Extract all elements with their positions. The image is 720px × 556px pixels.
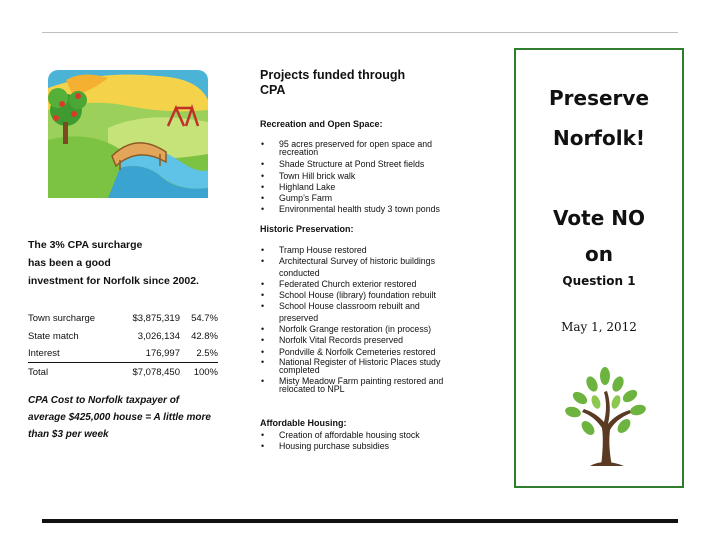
historic-list	[260, 245, 455, 397]
funding-amount: $3,875,319	[132, 312, 180, 324]
funding-label: State match	[28, 330, 79, 342]
panel-vote-line: Vote NO	[553, 206, 645, 230]
funding-percent: 100%	[193, 366, 218, 378]
funding-percent: 42.8%	[191, 330, 218, 342]
vote-panel	[514, 48, 684, 488]
funding-row	[28, 309, 218, 327]
funding-row	[28, 345, 218, 363]
park-landscape-illustration	[48, 70, 208, 198]
cost-note-line: CPA Cost to Norfolk taxpayer of	[28, 395, 180, 406]
intro-line: has been a good	[28, 257, 111, 269]
panel-headline: Preserve	[548, 86, 650, 110]
list-item: • Federated Church exterior restored	[261, 278, 417, 289]
panel-headline: Norfolk!	[552, 126, 646, 150]
list-item: • Architectural Survey of historic buildings conducted	[261, 256, 435, 278]
housing-list	[260, 430, 455, 453]
cost-note-line: than $3 per week	[28, 429, 109, 440]
funding-percent: 2.5%	[196, 348, 218, 359]
funding-amount: 176,997	[145, 348, 180, 359]
list-item: • Misty Meadow Farm painting restored and relocated to NPL	[261, 376, 444, 395]
funding-percent: 54.7%	[191, 312, 218, 324]
funding-amount: $7,078,450	[132, 366, 180, 378]
list-item: • Town Hill brick walk	[261, 170, 356, 181]
intro-line: The 3% CPA surcharge	[28, 239, 143, 251]
list-item: • Creation of affordable housing stock	[261, 430, 420, 440]
cpa-intro	[28, 236, 228, 290]
intro-line: investment for Norfolk since 2002.	[28, 275, 199, 287]
funding-label: Interest	[28, 348, 60, 359]
list-item: • Tramp House restored	[261, 245, 367, 255]
cost-note-line: average $425,000 house = A little more	[28, 412, 211, 423]
list-item: • 95 acres preserved for open space and recreation	[261, 139, 433, 157]
recreation-heading: Recreation and Open Space:	[260, 119, 383, 129]
panel-question: Question 1	[562, 274, 636, 288]
list-item: • Shade Structure at Pond Street fields	[261, 159, 425, 170]
list-item: • Housing purchase subsidies	[261, 441, 390, 452]
list-item: • National Register of Historic Places study completed	[261, 356, 441, 375]
panel-date: May 1, 2012	[561, 320, 637, 334]
projects-title-line: CPA	[260, 83, 286, 97]
funding-total-row	[28, 363, 218, 381]
historic-heading: Historic Preservation:	[260, 224, 354, 234]
list-item: • Gump’s Farm	[261, 193, 333, 204]
list-item: • Norfolk Vital Records preserved	[261, 335, 404, 346]
list-item: • Pondville & Norfolk Cemeteries restored	[261, 346, 436, 357]
list-item: • School House classroom rebuilt and preserved	[261, 301, 420, 323]
cost-note	[28, 392, 228, 443]
tree-icon	[564, 362, 646, 466]
funding-label: Town surcharge	[28, 312, 96, 324]
funding-row	[28, 327, 218, 345]
funding-amount: 3,026,134	[137, 330, 180, 342]
bottom-divider	[42, 519, 678, 523]
list-item: • School House (library) foundation rebuilt	[261, 290, 436, 301]
top-divider	[42, 32, 678, 33]
projects-title	[260, 68, 455, 98]
projects-column	[260, 68, 455, 452]
funding-table	[28, 309, 218, 381]
list-item: • Highland Lake	[261, 181, 336, 192]
panel-vote-line: on	[585, 242, 613, 266]
recreation-list	[260, 140, 455, 216]
list-item: • Norfolk Grange restoration (in process)	[261, 324, 432, 335]
list-item: • Environmental health study 3 town ponds	[261, 204, 440, 215]
projects-title-line: Projects funded through	[260, 68, 406, 82]
funding-label: Total	[28, 366, 49, 378]
housing-heading: Affordable Housing:	[260, 418, 347, 428]
